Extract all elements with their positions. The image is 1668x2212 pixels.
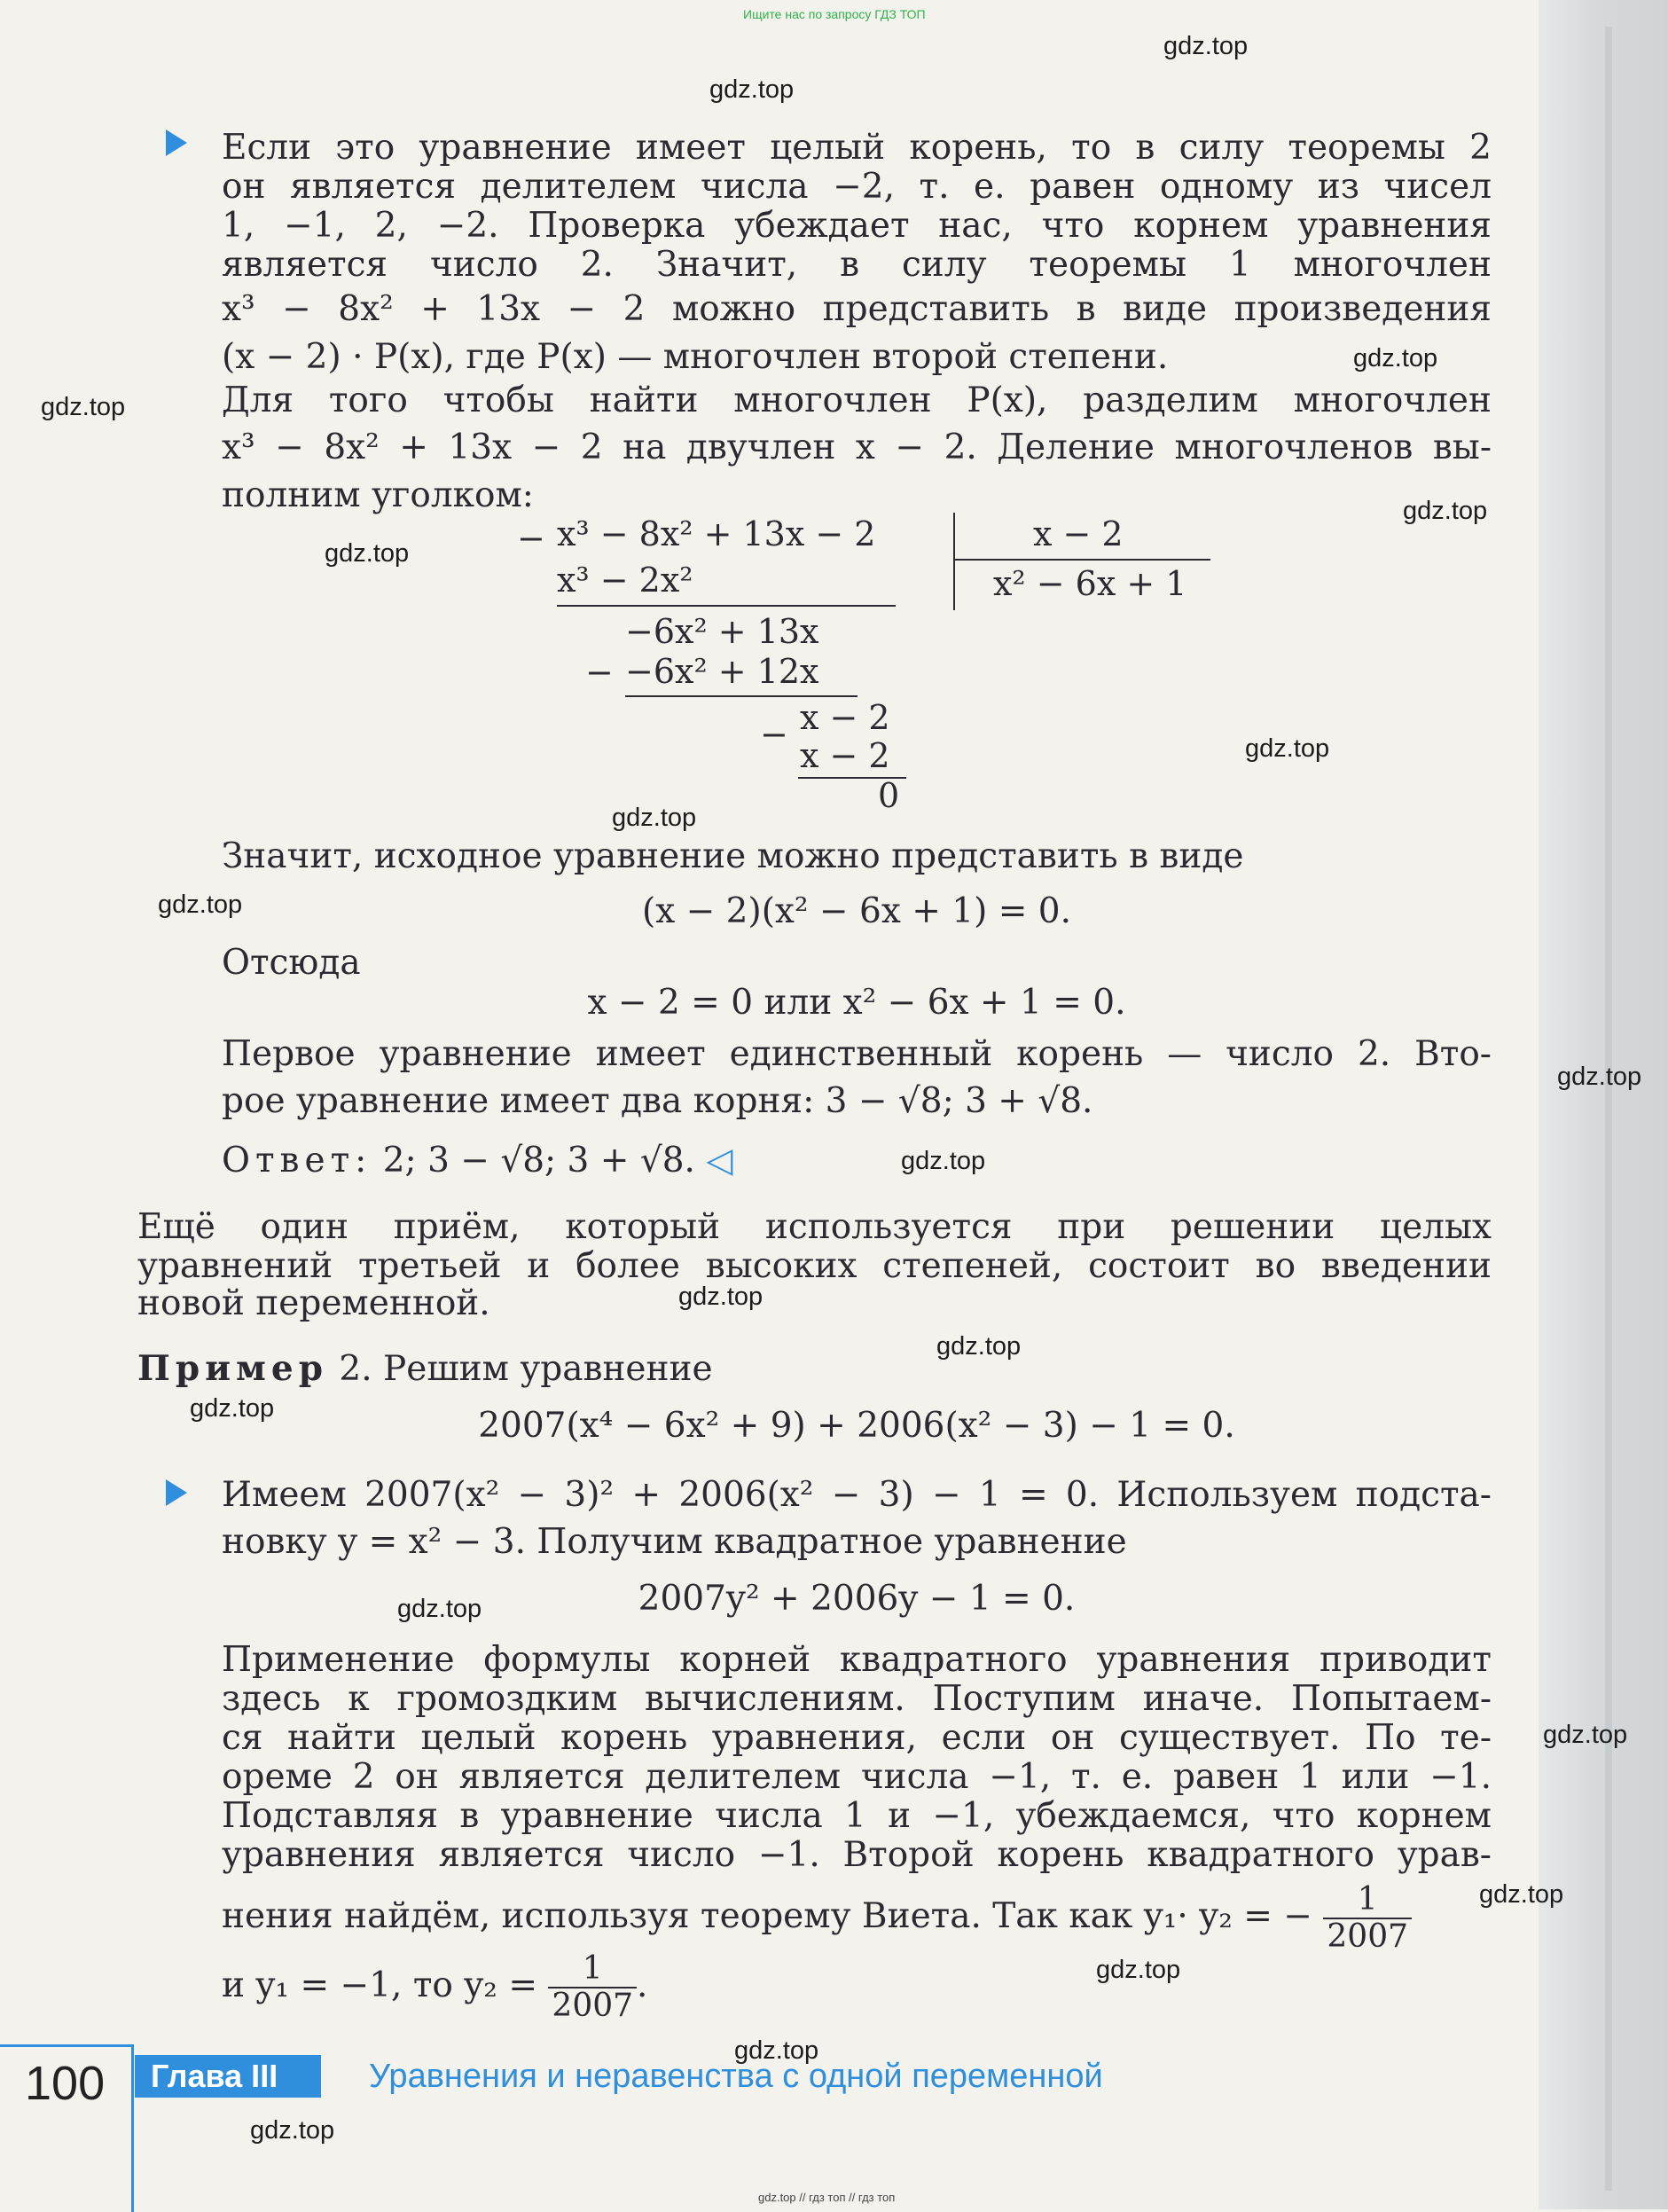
text-line: x³ − 8x² + 13x − 2 на двучлен x − 2. Деление многочленов вы- [222, 427, 1492, 467]
fraction [1323, 1882, 1412, 1955]
text-line: здесь к громоздким вычислениям. Поступим иначе. Попытаем- [222, 1679, 1492, 1719]
division-result: 0 [878, 776, 900, 815]
text-line: Значит, исходное уравнение можно представить в виде [222, 836, 1244, 876]
division-divisor: x − 2 [1033, 514, 1124, 553]
watermark: gdz.top [41, 393, 126, 421]
answer-label: Ответ: [222, 1141, 372, 1181]
page-number: 100 [25, 2057, 106, 2110]
text-line: (x − 2) · P(x), где P(x) — многочлен второй степени. [222, 337, 1169, 377]
chapter-title: Уравнения и неравенства с одной переменной [369, 2058, 1103, 2095]
watermark: gdz.top [678, 1282, 764, 1311]
watermark: gdz.top [1543, 1721, 1628, 1749]
watermark: gdz.top [1353, 344, 1438, 373]
fraction-denominator: 2007 [552, 1988, 634, 2024]
formula: 2007(x⁴ − 6x² + 9) + 2006(x² − 3) − 1 = 0. [478, 1406, 1235, 1446]
formula: 2007y² + 2006y − 1 = 0. [638, 1579, 1076, 1619]
division-quotient: x² − 6x + 1 [993, 564, 1187, 603]
text-line: полним уголком: [222, 475, 534, 515]
text-line: x³ − 8x² + 13x − 2 можно представить в виде произведения [222, 289, 1492, 329]
watermark: gdz.top [734, 2036, 819, 2065]
division-minus-sign: − [585, 653, 614, 692]
fraction-numerator: 1 [1323, 1882, 1412, 1919]
watermark: gdz.top [1245, 734, 1330, 763]
chapter-badge: Глава III [135, 2055, 321, 2098]
watermark: gdz.top [158, 890, 243, 919]
watermark: gdz.top [1557, 1063, 1642, 1091]
watermark: gdz.top [1479, 1880, 1564, 1909]
division-remainder-2: x − 2 [800, 698, 890, 737]
last-period: . [637, 1965, 648, 2005]
answer-value: 2; 3 − √8; 3 + √8. [382, 1141, 695, 1181]
text-line: он является делителем числа −2, т. е. равен одному из чисел [222, 167, 1492, 207]
watermark: gdz.top [901, 1147, 986, 1175]
text-line: ореме 2 он является делителем числа −1, т. е. равен 1 или −1. [222, 1757, 1492, 1797]
book-spine [1539, 0, 1668, 2209]
watermark: gdz.top [936, 1332, 1022, 1361]
header-note: Ищите нас по запросу ГДЗ ТОП [743, 7, 926, 21]
book-spine-fold [1605, 27, 1612, 2191]
text-line-vieta [222, 1882, 1412, 1955]
solution-start-arrow-icon [166, 129, 187, 156]
division-minus-sign: − [517, 519, 545, 558]
division-subtrahend-1: x³ − 2x² [557, 561, 693, 600]
watermark: gdz.top [1096, 1956, 1181, 1984]
text-line: Первое уравнение имеет единственный корень — число 2. Вто- [222, 1034, 1492, 1074]
text-line: рое уравнение имеет два корня: 3 − √8; 3 + √8. [222, 1081, 1093, 1121]
text-line: Для того чтобы найти многочлен P(x), разделим многочлен [222, 380, 1492, 420]
text-line: новой переменной. [137, 1283, 490, 1323]
text-line: Применение формулы корней квадратного уравнения приводит [222, 1640, 1492, 1680]
text-line: ся найти целый корень уравнения, если он существует. По те- [222, 1718, 1492, 1758]
watermark: gdz.top [612, 804, 697, 832]
text-line: уравнений третьей и более высоких степеней, состоит во введении [137, 1246, 1492, 1286]
text-line: Отсюда [222, 943, 361, 983]
formula: (x − 2)(x² − 6x + 1) = 0. [641, 891, 1071, 931]
example-heading [137, 1349, 713, 1389]
fraction [548, 1951, 637, 2024]
watermark: gdz.top [1163, 32, 1249, 60]
watermark: gdz.top [1403, 497, 1488, 525]
watermark: gdz.top [397, 1595, 482, 1623]
watermark: gdz.top [709, 75, 795, 104]
text-line: уравнения является число −1. Второй корень квадратного урав- [222, 1835, 1492, 1875]
text-line: Имеем 2007(x² − 3)² + 2006(x² − 3) − 1 = 0. Используем подста- [222, 1475, 1492, 1515]
vieta-text: нения найдём, используя теорему Виета. Так как y₁· y₂ = − [222, 1896, 1312, 1936]
division-line [557, 605, 896, 607]
last-text: и y₁ = −1, то y₂ = [222, 1965, 538, 2005]
fraction-numerator: 1 [548, 1951, 637, 1988]
text-line: Если это уравнение имеет целый корень, то в силу теоремы 2 [222, 128, 1492, 168]
division-minus-sign: − [760, 715, 788, 754]
division-subtrahend-3: x − 2 [800, 736, 890, 775]
footer-note: gdz.top // гдз топ // гдз топ [758, 2191, 896, 2204]
division-bracket [953, 559, 1210, 561]
text-line: Подставляя в уравнение числа 1 и −1, убеждаемся, что корнем [222, 1796, 1492, 1836]
division-line [625, 695, 857, 697]
division-bracket [953, 513, 955, 610]
formula: x − 2 = 0 или x² − 6x + 1 = 0. [587, 983, 1126, 1023]
watermark: gdz.top [250, 2116, 335, 2145]
text-line: 1, −1, 2, −2. Проверка убеждает нас, что корнем уравнения [222, 206, 1492, 246]
text-line-last [222, 1951, 647, 2024]
solution-end-triangle-icon: ◁ [706, 1141, 733, 1181]
fraction-denominator: 2007 [1327, 1918, 1409, 1955]
text-line: является число 2. Значит, в силу теоремы 1 многочлен [222, 245, 1492, 285]
text-line: новку y = x² − 3. Получим квадратное уравнение [222, 1522, 1127, 1562]
division-subtrahend-2: −6x² + 12x [625, 652, 819, 691]
example-label: Пример [137, 1348, 328, 1389]
answer [222, 1141, 732, 1181]
watermark: gdz.top [190, 1394, 275, 1423]
solution-start-arrow-icon [166, 1479, 187, 1506]
division-dividend: x³ − 8x² + 13x − 2 [557, 514, 876, 553]
example-text: 2. Решим уравнение [339, 1349, 713, 1389]
text-line: Ещё один приём, который используется при решении целых [137, 1207, 1492, 1247]
division-remainder-1: −6x² + 13x [625, 612, 819, 651]
watermark: gdz.top [325, 539, 410, 568]
